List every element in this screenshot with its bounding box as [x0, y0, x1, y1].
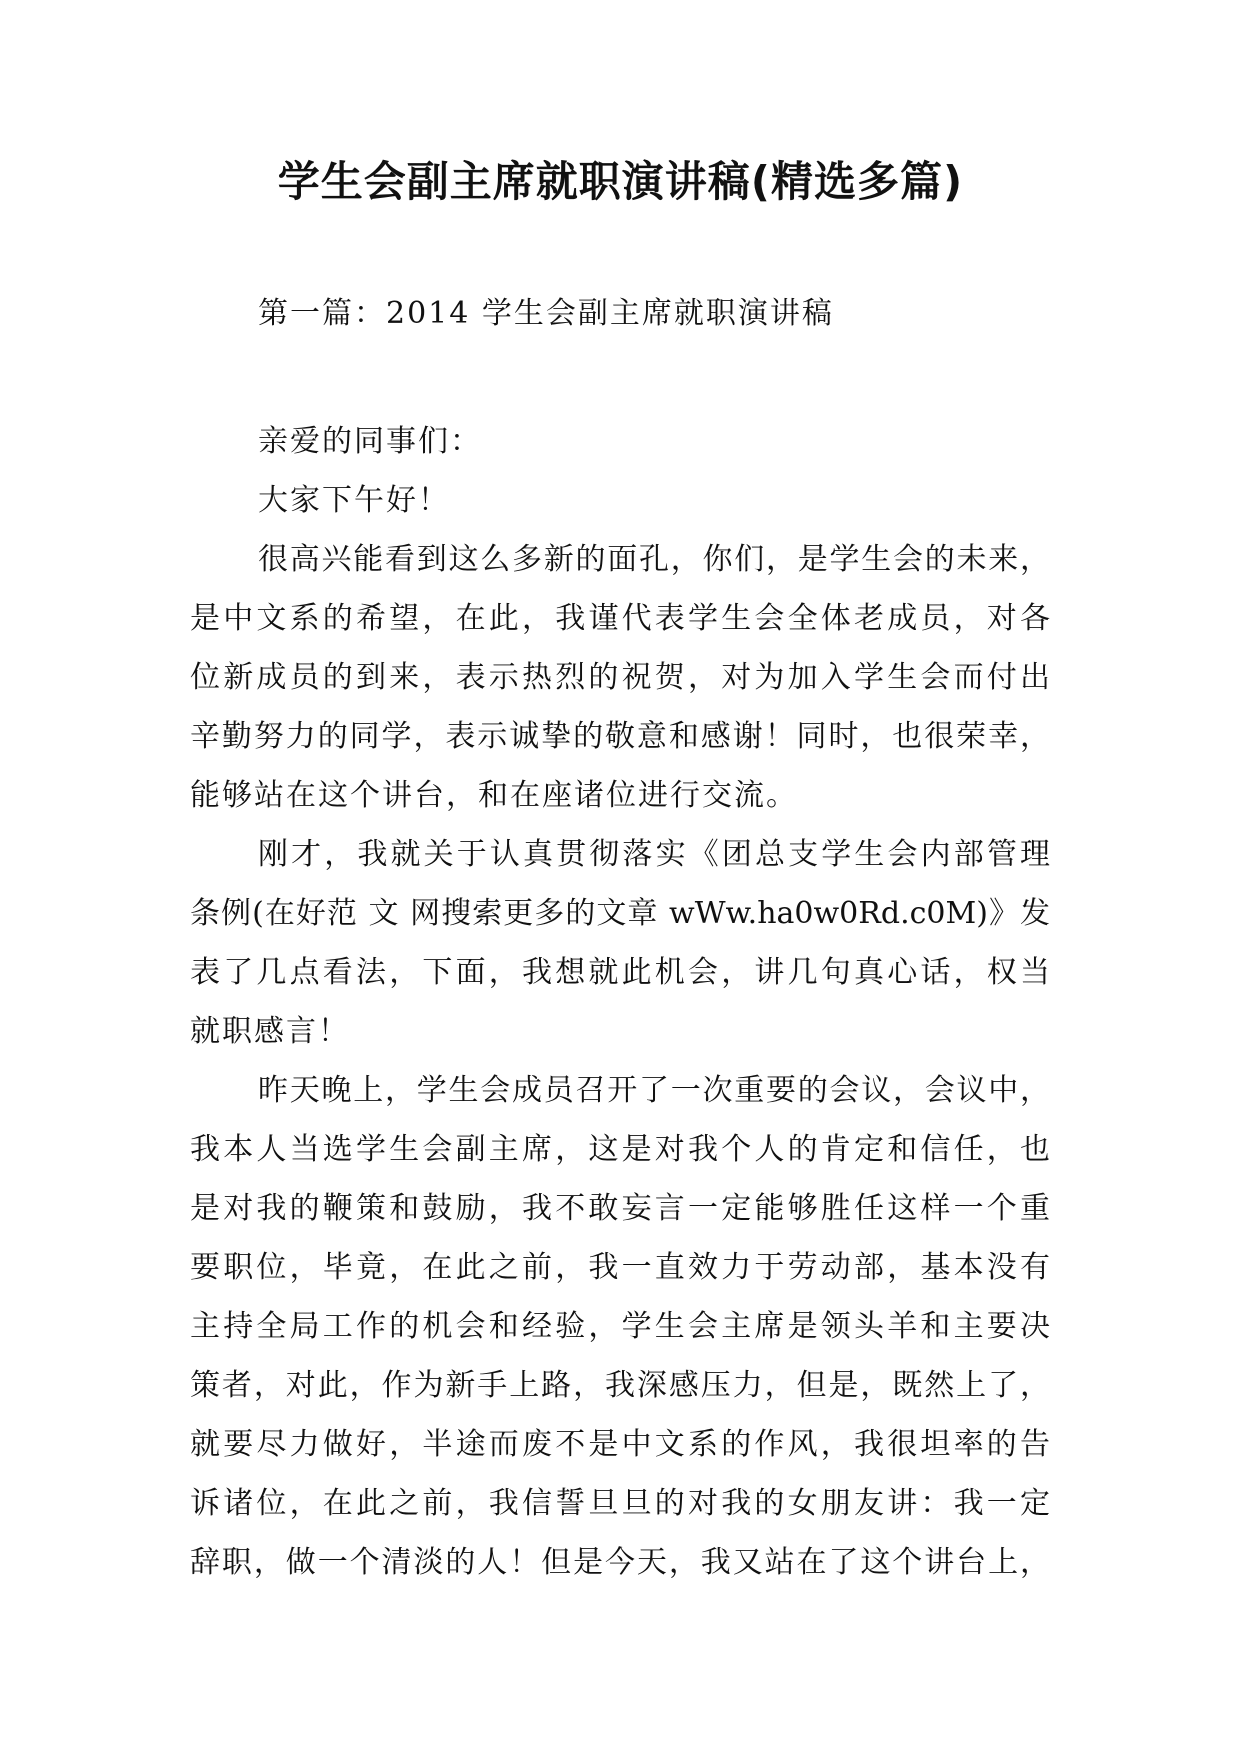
text-line: 亲爱的同事们：	[258, 424, 482, 459]
text-line: 就要尽力做好，半途而废不是中文系的作风，我很坦率的告	[190, 1427, 1050, 1462]
text-line: 条例(在好范 文 网搜索更多的文章 wWw.ha0w0Rd.c0M)》发	[190, 896, 1050, 931]
text-line: 主持全局工作的机会和经验，学生会主席是领头羊和主要决	[190, 1309, 1050, 1344]
text-line: 诉诸位，在此之前，我信誓旦旦的对我的女朋友讲：我一定	[190, 1486, 1050, 1521]
text-line: 要职位，毕竟，在此之前，我一直效力于劳动部，基本没有	[190, 1250, 1050, 1285]
text-line: 是对我的鞭策和鼓励，我不敢妄言一定能够胜任这样一个重	[190, 1191, 1050, 1226]
text-line: 表了几点看法，下面，我想就此机会，讲几句真心话，权当	[190, 955, 1050, 990]
text-line: 辞职，做一个清淡的人！但是今天，我又站在了这个讲台上，	[190, 1545, 1050, 1580]
text-line: 刚才，我就关于认真贯彻落实《团总支学生会内部管理	[258, 837, 1050, 872]
text-line: 大家下午好！	[258, 483, 450, 518]
text-line: 策者，对此，作为新手上路，我深感压力，但是，既然上了，	[190, 1368, 1050, 1403]
body-text	[190, 412, 1050, 1592]
text-line: 昨天晚上，学生会成员召开了一次重要的会议，会议中，	[258, 1073, 1050, 1108]
section-heading: 第一篇：2014 学生会副主席就职演讲稿	[258, 296, 834, 331]
text-line: 我本人当选学生会副主席，这是对我个人的肯定和信任，也	[190, 1132, 1050, 1167]
text-line: 辛勤努力的同学，表示诚挚的敬意和感谢！同时，也很荣幸，	[190, 719, 1050, 754]
document-title: 学生会副主席就职演讲稿(精选多篇)	[277, 157, 964, 206]
text-line: 就职感言！	[190, 1014, 350, 1049]
text-line: 位新成员的到来，表示热烈的祝贺，对为加入学生会而付出	[190, 660, 1050, 695]
text-line: 能够站在这个讲台，和在座诸位进行交流。	[190, 778, 798, 813]
text-line: 很高兴能看到这么多新的面孔，你们，是学生会的未来，	[258, 542, 1050, 577]
text-line: 是中文系的希望，在此，我谨代表学生会全体老成员，对各	[190, 601, 1050, 636]
